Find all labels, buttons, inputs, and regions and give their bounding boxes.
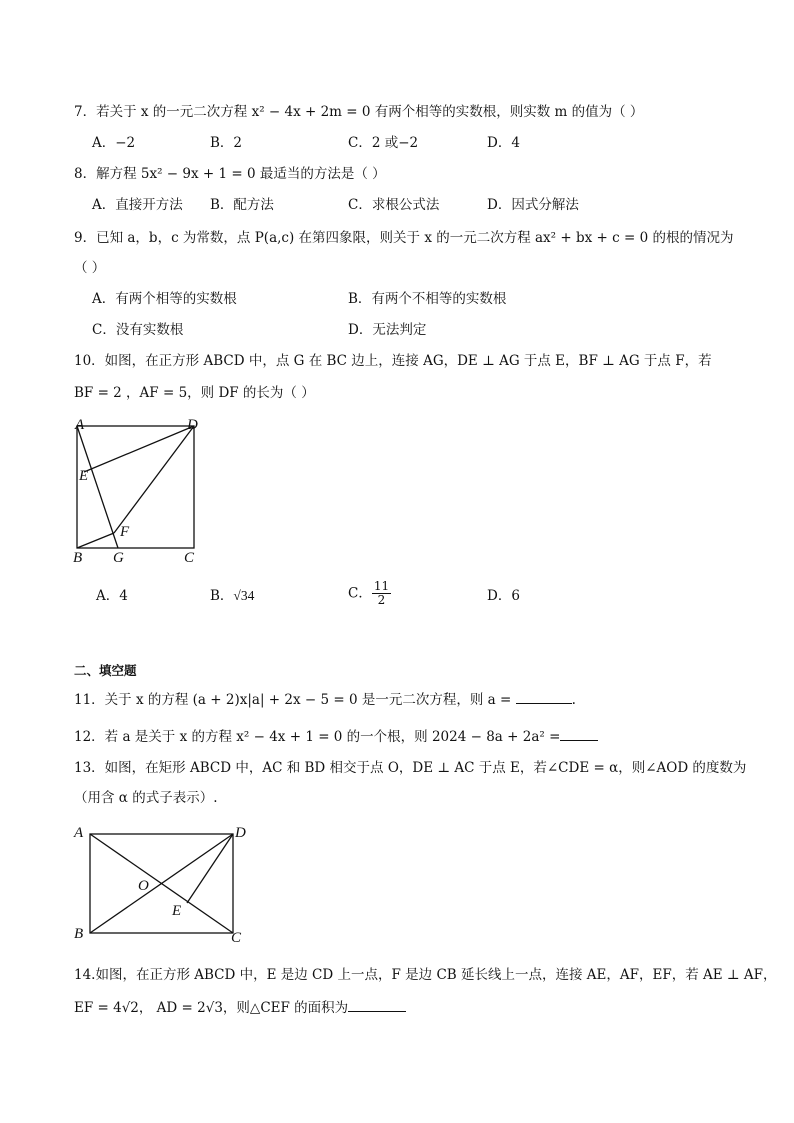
q8-stem: 8．解方程 5x² − 9x + 1 = 0 最适当的方法是（ ） — [74, 166, 386, 182]
q10-square-figure — [60, 412, 220, 570]
section-title: 二、填空题 — [74, 663, 137, 678]
q7-choice-d: D．4 — [487, 135, 520, 151]
square-abcd — [77, 426, 194, 548]
answer-blank — [348, 999, 406, 1012]
label-e: E — [172, 903, 182, 919]
q11-stem: 11．关于 x 的方程 (a + 2)x|a| + 2x − 5 = 0 是一元二次方程，则 a = . — [74, 692, 576, 708]
q7-stem: 7．若关于 x 的一元二次方程 x² − 4x + 2m = 0 有两个相等的实数根，则实数 m 的值为（ ） — [74, 104, 644, 120]
q13-rectangle-figure — [68, 820, 258, 948]
q10-stem-cont: BF = 2 ，AF = 5，则 DF 的长为（ ） — [74, 385, 315, 401]
label-c: C — [184, 550, 195, 566]
label-a: A — [74, 825, 84, 841]
q8-choice-c: C．求根公式法 — [348, 197, 440, 213]
q8-choice-a: A．直接开方法 — [92, 197, 183, 213]
answer-blank — [560, 728, 598, 741]
label-c: C — [231, 930, 242, 946]
label-d: D — [187, 417, 198, 433]
segment-de — [187, 834, 233, 903]
fraction: $\frac{11}{2}$ — [373, 579, 390, 607]
q9-choice-d: D．无法判定 — [348, 322, 427, 338]
q12-stem: 12．若 a 是关于 x 的方程 x² − 4x + 1 = 0 的一个根，则 2024 − 8a + 2a² = — [74, 728, 598, 746]
q7-choice-a: A．−2 — [92, 135, 136, 151]
q14-stem: 14.如图，在正方形 ABCD 中，E 是边 CD 上一点，F 是边 CB 延长线上一点，连接 AE，AF，EF，若 AE ⊥ AF， — [74, 967, 777, 983]
q10-stem: 10．如图，在正方形 ABCD 中，点 G 在 BC 边上，连接 AG，DE ⊥ AG 于点 E，BF ⊥ AG 于点 F，若 — [74, 353, 712, 369]
label-a: A — [75, 417, 85, 433]
q9-choice-c: C．没有实数根 — [92, 322, 184, 338]
q10-choice-a: A．4 — [96, 588, 128, 604]
q10-choice-d: D．6 — [487, 588, 520, 604]
label-e: E — [79, 468, 89, 484]
q7-choice-c: C．2 或−2 — [348, 135, 419, 151]
q9-stem-cont: （ ） — [74, 260, 106, 276]
label-b: B — [74, 926, 84, 942]
q9-choice-b: B．有两个不相等的实数根 — [348, 291, 507, 307]
q13-stem: 13．如图，在矩形 ABCD 中，AC 和 BD 相交于点 O，DE ⊥ AC 于点 E，若∠CDE = α，则∠AOD 的度数为 — [74, 760, 747, 776]
q9-choice-a: A．有两个相等的实数根 — [92, 291, 237, 307]
q8-choice-b: B．配方法 — [210, 197, 274, 213]
q7-choice-b: B．2 — [210, 135, 243, 151]
label-d: D — [235, 825, 246, 841]
segment-ag — [77, 426, 118, 548]
label-g: G — [113, 550, 124, 566]
label-f: F — [120, 524, 130, 540]
segment-bf — [77, 533, 114, 548]
q8-choice-d: D．因式分解法 — [487, 197, 579, 213]
q9-stem: 9．已知 a，b，c 为常数，点 P(a,c) 在第四象限，则关于 x 的一元二次方程 ax² + bx + c = 0 的根的情况为 — [74, 230, 734, 246]
answer-blank — [516, 691, 572, 704]
label-b: B — [73, 550, 83, 566]
label-o: O — [138, 878, 149, 894]
q14-stem-cont: EF = 4√2， AD = 2√3，则△CEF 的面积为 — [74, 999, 406, 1017]
q10-choice-b: B．√34 — [210, 588, 255, 604]
q13-stem-cont: （用含 α 的式子表示）. — [74, 790, 218, 806]
q10-choice-c: C． $\frac{11}{2}$ — [348, 579, 390, 607]
